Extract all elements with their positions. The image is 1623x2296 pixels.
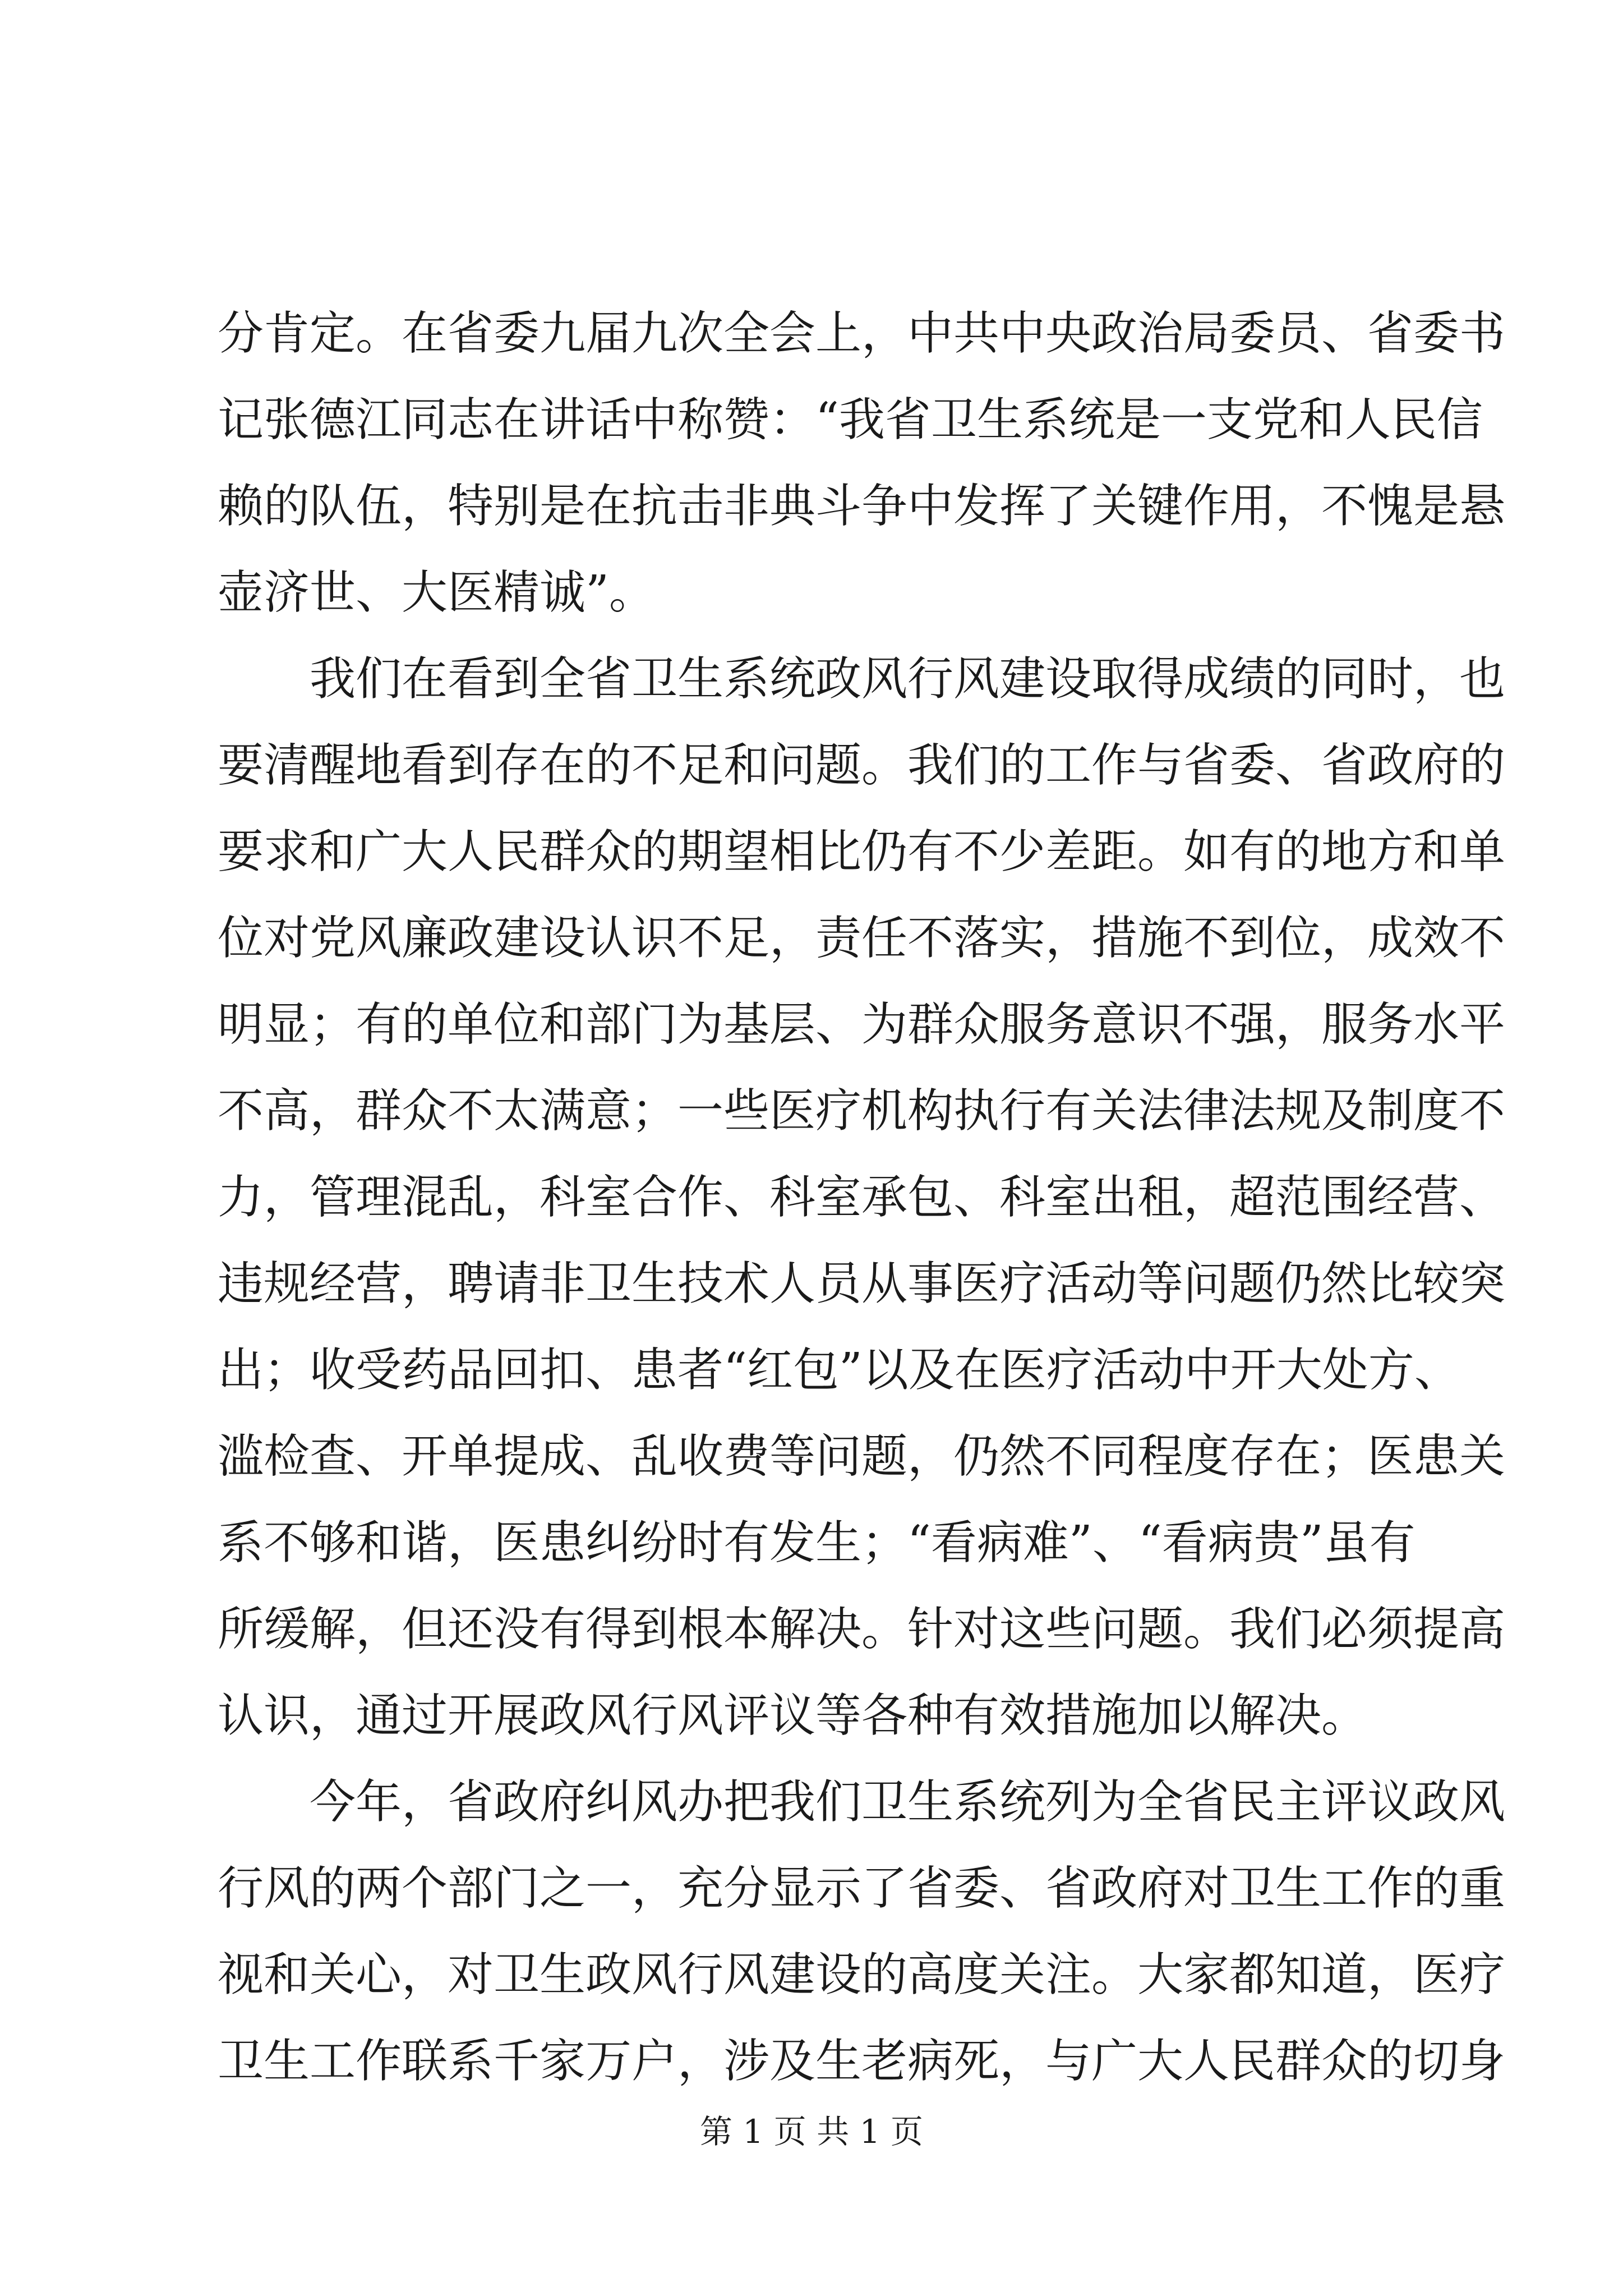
text-line: 力，管理混乱，科室合作、科室承包、科室出租，超范围经营、	[218, 1171, 1506, 1224]
body-text	[218, 291, 1506, 2105]
text-line: 违规经营，聘请非卫生技术人员从事医疗活动等问题仍然比较突	[218, 1257, 1506, 1310]
text-line: 赖的队伍，特别是在抗击非典斗争中发挥了关键作用，不愧是悬	[218, 480, 1506, 533]
text-line: 卫生工作联系千家万户，涉及生老病死，与广大人民群众的切身	[218, 2035, 1506, 2088]
text-line: 记张德江同志在讲话中称赞：“我省卫生系统是一支党和人民信	[218, 393, 1483, 447]
text-line: 壶济世、大医精诚”。	[218, 566, 655, 619]
text-line: 滥检查、开单提成、乱收费等问题，仍然不同程度存在；医患关	[218, 1430, 1506, 1483]
text-line: 要清醒地看到存在的不足和问题。我们的工作与省委、省政府的	[218, 739, 1506, 792]
text-line: 我们在看到全省卫生系统政风行风建设取得成绩的同时，也	[310, 652, 1506, 706]
text-line: 认识，通过开展政风行风评议等各种有效措施加以解决。	[218, 1689, 1368, 1742]
text-line: 所缓解，但还没有得到根本解决。针对这些问题。我们必须提高	[218, 1603, 1506, 1656]
page-footer	[0, 2109, 1623, 2154]
text-line: 行风的两个部门之一，充分显示了省委、省政府对卫生工作的重	[218, 1862, 1506, 1915]
text-line: 位对党风廉政建设认识不足，责任不落实，措施不到位，成效不	[218, 912, 1506, 965]
text-line: 系不够和谐，医患纠纷时有发生；“看病难”、“看病贵”虽有	[218, 1516, 1415, 1570]
text-line: 视和关心，对卫生政风行风建设的高度关注。大家都知道，医疗	[218, 1948, 1506, 2001]
text-line: 要求和广大人民群众的期望相比仍有不少差距。如有的地方和单	[218, 825, 1506, 878]
text-line: 不高，群众不太满意；一些医疗机构执行有关法律法规及制度不	[218, 1084, 1506, 1138]
text-line: 明显；有的单位和部门为基层、为群众服务意识不强，服务水平	[218, 998, 1506, 1051]
text-line: 今年，省政府纠风办把我们卫生系统列为全省民主评议政风	[310, 1775, 1506, 1829]
page-number-label: 第 1 页 共 1 页	[700, 2113, 923, 2151]
text-line: 出；收受药品回扣、患者“红包”以及在医疗活动中开大处方、	[218, 1343, 1460, 1397]
text-line: 分肯定。在省委九届九次全会上，中共中央政治局委员、省委书	[218, 307, 1506, 360]
